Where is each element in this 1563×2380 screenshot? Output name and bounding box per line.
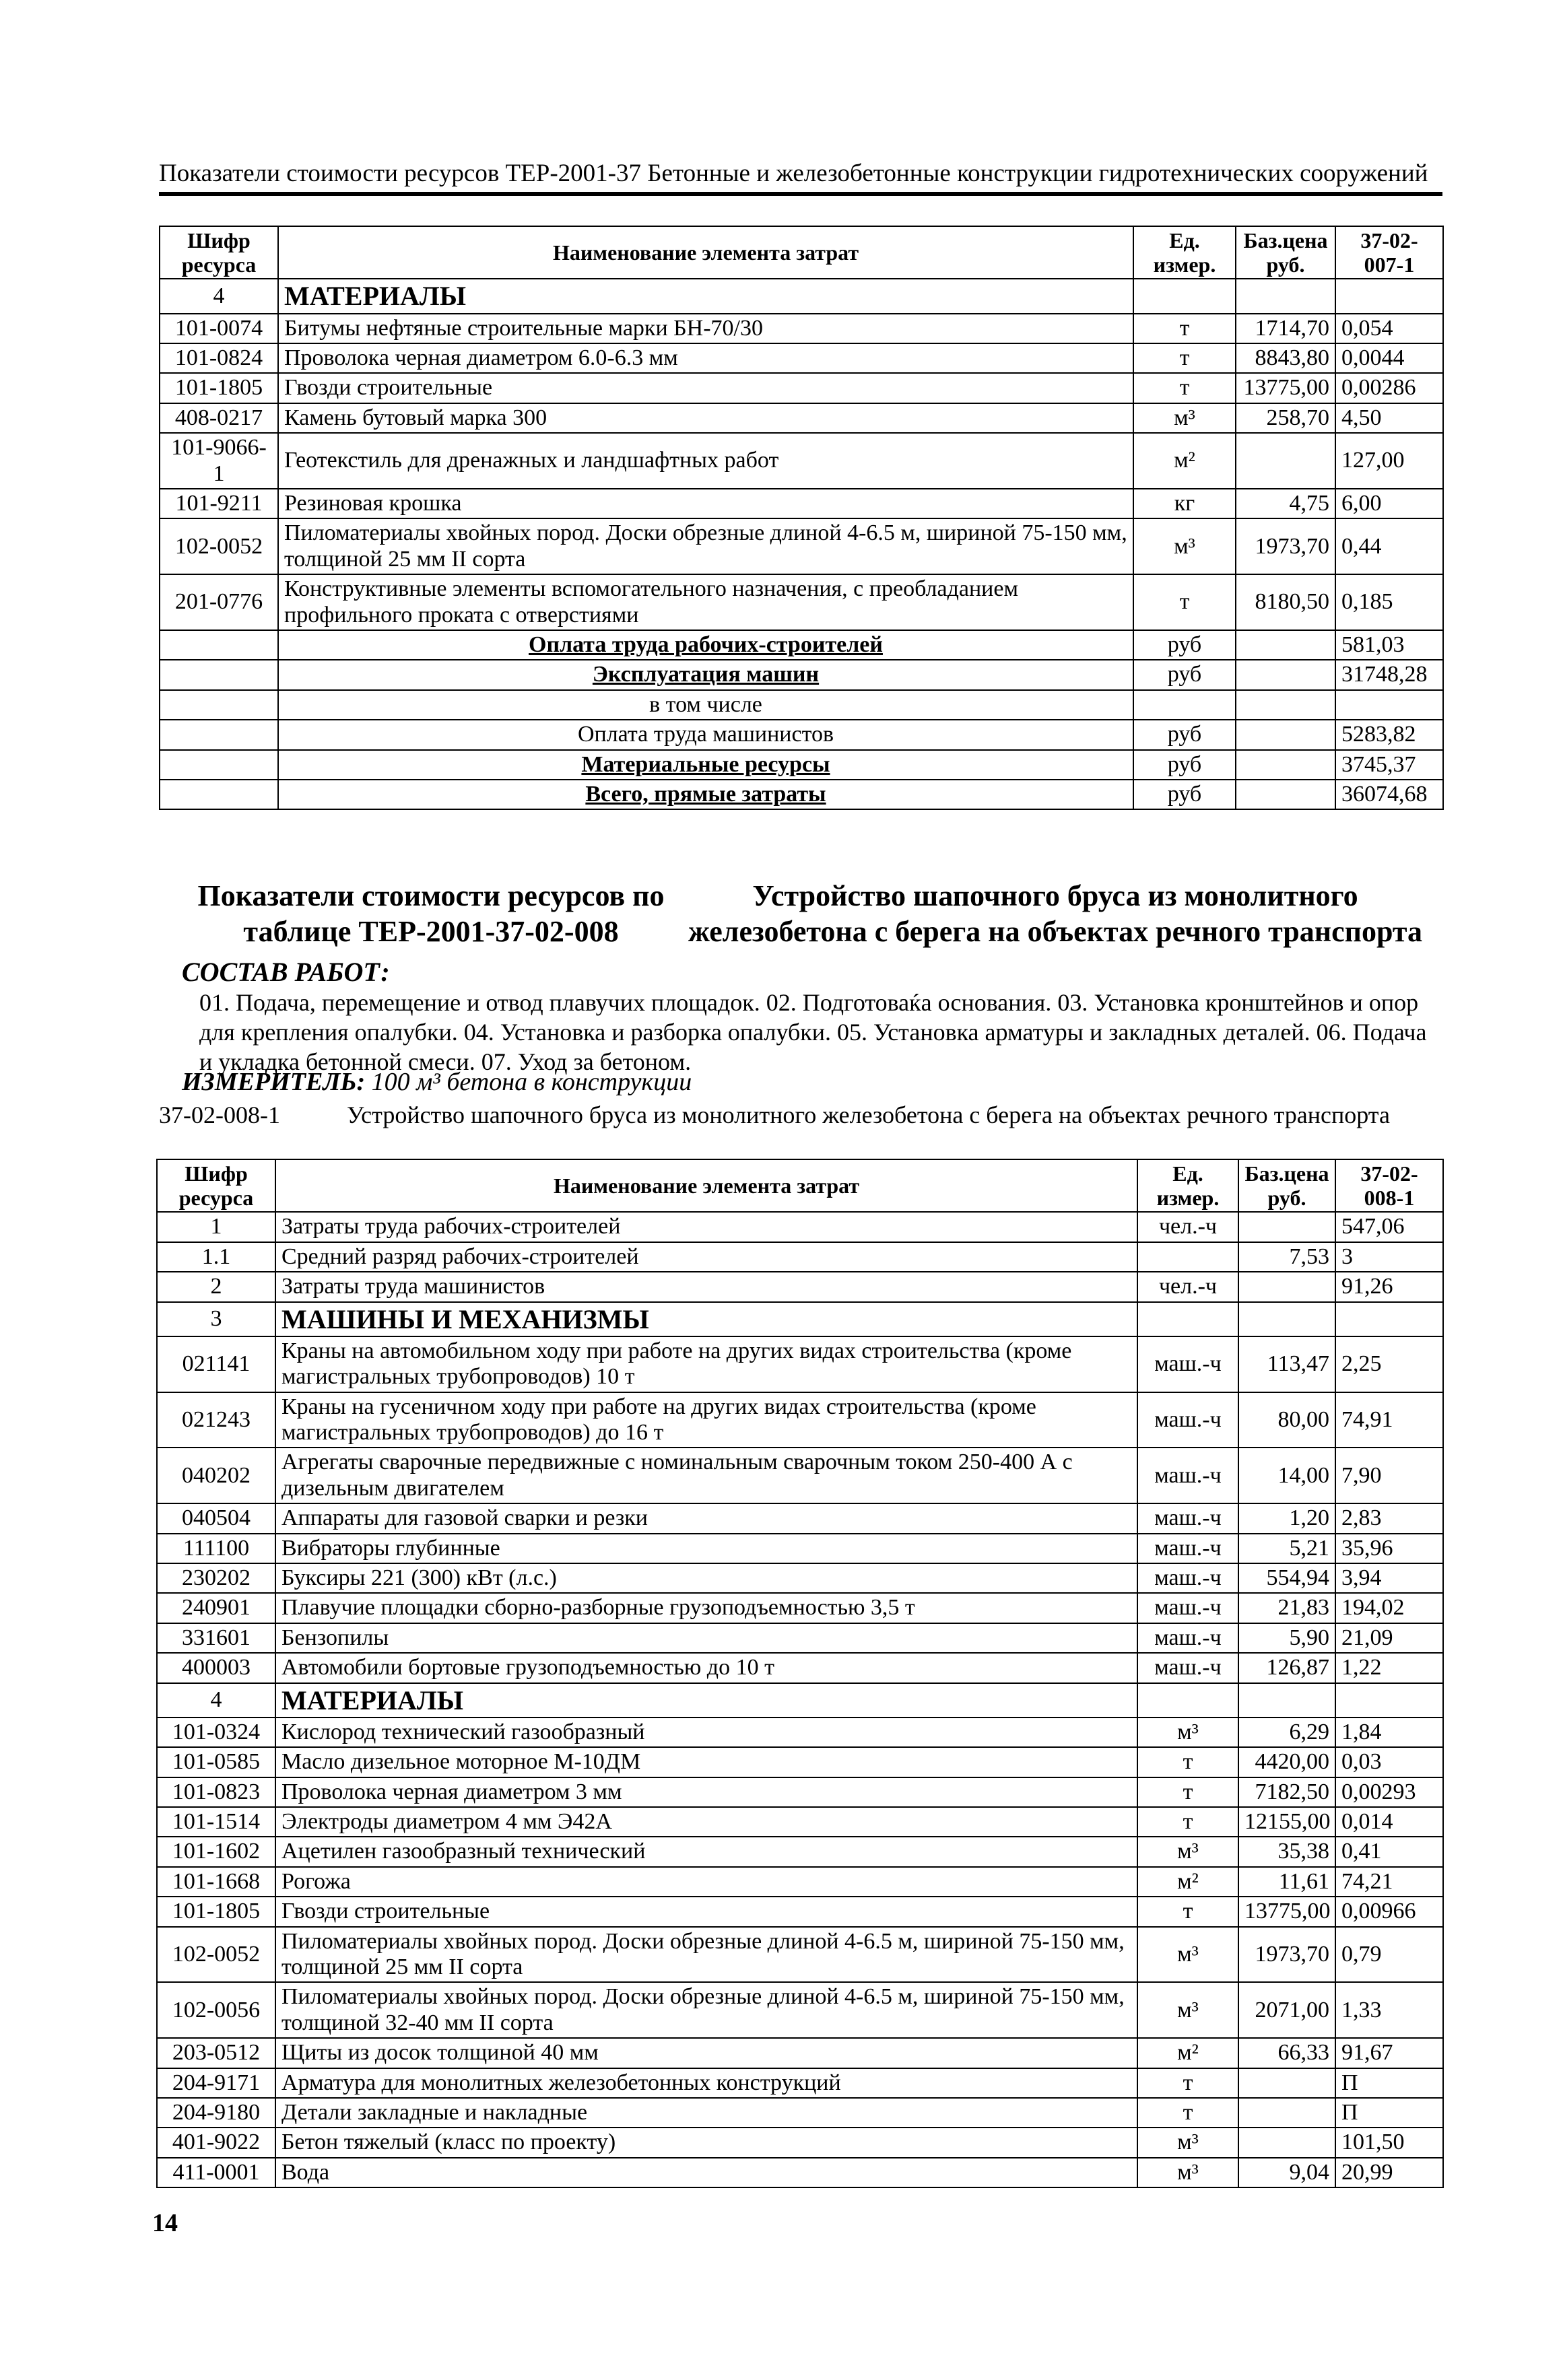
cell-code: 101-0324 [157, 1718, 275, 1747]
cell-name: в том числе [278, 690, 1133, 720]
cell-code: 101-9066-1 [160, 433, 278, 489]
cell-name: Пиломатериалы хвойных пород. Доски обрезные длиной 4-6.5 м, шириной 75-150 мм, толщиной 32-40 мм II сорта [275, 1982, 1137, 2038]
cell-unit [1137, 1302, 1238, 1336]
cell-unit: маш.-ч [1137, 1623, 1238, 1653]
cell-unit: м³ [1137, 2158, 1238, 2187]
cell-code: 401-9022 [157, 2128, 275, 2157]
cell-value: 547,06 [1335, 1212, 1443, 1242]
table-row [157, 1747, 1443, 1777]
cell-unit: т [1137, 1807, 1238, 1837]
izmeritel-value: 100 м³ бетона в конструкции [371, 1068, 692, 1096]
izmeritel-line [182, 1067, 692, 1097]
cell-name: Вибраторы глубинные [275, 1534, 1137, 1563]
cell-unit [1133, 279, 1236, 313]
cell-name: Оплата труда машинистов [278, 720, 1133, 749]
cell-unit: маш.-ч [1137, 1653, 1238, 1682]
cell-price: 113,47 [1238, 1336, 1335, 1392]
cell-price: 11,61 [1238, 1867, 1335, 1897]
cell-name: МАШИНЫ И МЕХАНИЗМЫ [275, 1302, 1137, 1336]
table-row [160, 403, 1443, 433]
table-row [157, 1272, 1443, 1301]
cell-value: 20,99 [1335, 2158, 1443, 2187]
cell-name: Гвозди строительные [278, 373, 1133, 403]
cell-value: 194,02 [1335, 1593, 1443, 1623]
cell-price [1238, 1302, 1335, 1336]
cell-price: 258,70 [1236, 403, 1335, 433]
col-value-header: 37-02-007-1 [1335, 226, 1443, 279]
table-row [157, 1212, 1443, 1242]
izmeritel-label: ИЗМЕРИТЕЛЬ: [182, 1068, 366, 1096]
cell-value: 74,91 [1335, 1392, 1443, 1448]
cell-price [1238, 1272, 1335, 1301]
cell-unit: маш.-ч [1137, 1534, 1238, 1563]
cell-unit: м³ [1133, 403, 1236, 433]
col-value-header: 37-02-008-1 [1335, 1159, 1443, 1212]
cell-code: 101-0824 [160, 343, 278, 373]
cell-price [1236, 690, 1335, 720]
cell-unit: маш.-ч [1137, 1448, 1238, 1503]
cell-name: Ацетилен газообразный технический [275, 1837, 1137, 1866]
cell-price: 80,00 [1238, 1392, 1335, 1448]
cell-value: П [1335, 2098, 1443, 2128]
cell-code: 101-1602 [157, 1837, 275, 1866]
cell-value: 5283,82 [1335, 720, 1443, 749]
cell-value: 3,94 [1335, 1563, 1443, 1593]
cell-code: 102-0052 [157, 1927, 275, 1983]
table-row [160, 574, 1443, 630]
cell-code [160, 750, 278, 780]
cell-value: 101,50 [1335, 2128, 1443, 2157]
table-row [157, 1982, 1443, 2038]
cell-code [160, 720, 278, 749]
cell-value: 0,00293 [1335, 1777, 1443, 1807]
cell-price: 8180,50 [1236, 574, 1335, 630]
cell-unit: руб [1133, 750, 1236, 780]
cell-price: 35,38 [1238, 1837, 1335, 1866]
table-row [157, 1593, 1443, 1623]
cell-value: 127,00 [1335, 433, 1443, 489]
cell-price [1236, 750, 1335, 780]
cell-code: 1.1 [157, 1242, 275, 1272]
cell-name: Затраты труда рабочих-строителей [275, 1212, 1137, 1242]
cell-value: 2,83 [1335, 1503, 1443, 1533]
cell-price: 14,00 [1238, 1448, 1335, 1503]
cell-price: 1714,70 [1236, 314, 1335, 343]
cell-name: Оплата труда рабочих-строителей [278, 630, 1133, 660]
cell-code: 4 [160, 279, 278, 313]
cell-name: Краны на гусеничном ходу при работе на других видах строительства (кроме магистральных трубопроводов) до 16 т [275, 1392, 1137, 1448]
cell-unit [1137, 1242, 1238, 1272]
table-row [157, 1897, 1443, 1926]
table-header-row [160, 226, 1443, 279]
cell-price: 66,33 [1238, 2038, 1335, 2068]
cell-value: 31748,28 [1335, 660, 1443, 689]
cell-price: 13775,00 [1238, 1897, 1335, 1926]
cell-name: Агрегаты сварочные передвижные с номинальным сварочным током 250-400 А с дизельным двигателем [275, 1448, 1137, 1503]
cell-name: Пиломатериалы хвойных пород. Доски обрезные длиной 4-6.5 м, шириной 75-150 мм, толщиной 25 мм II сорта [275, 1927, 1137, 1983]
page-header: Показатели стоимости ресурсов ТЕР-2001-37 Бетонные и железобетонные конструкции гидротехнических сооружений [159, 159, 1442, 196]
cell-price: 12155,00 [1238, 1807, 1335, 1837]
cell-value: 0,41 [1335, 1837, 1443, 1866]
cell-price [1238, 1683, 1335, 1718]
col-name-header: Наименование элемента затрат [278, 226, 1133, 279]
cell-name: Геотекстиль для дренажных и ландшафтных работ [278, 433, 1133, 489]
cell-price [1236, 630, 1335, 660]
cell-value: 0,00286 [1335, 373, 1443, 403]
sostav-label: СОСТАВ РАБОТ: [182, 957, 390, 987]
table-header-row [157, 1159, 1443, 1212]
table-row [160, 279, 1443, 313]
cell-name: Затраты труда машинистов [275, 1272, 1137, 1301]
cell-price: 554,94 [1238, 1563, 1335, 1593]
cell-code: 400003 [157, 1653, 275, 1682]
cell-price: 7,53 [1238, 1242, 1335, 1272]
table-body [160, 279, 1443, 809]
col-unit-header: Ед. измер. [1133, 226, 1236, 279]
section-title-right: Устройство шапочного бруса из монолитного железобетона с берега на объектах речного транспорта [688, 879, 1423, 948]
cell-unit: маш.-ч [1137, 1563, 1238, 1593]
cell-code: 111100 [157, 1534, 275, 1563]
cell-price: 4,75 [1236, 489, 1335, 518]
sostav-text: 01. Подача, перемещение и отвод плавучих площадок. 02. Подготоваќа основания. 03. Установка кронштейнов и опор для крепления опалубки. 04. Установка и разборка опалубки. 05. Установка арматуры и закладных деталей. 06. Подача и укладка бетонной смеси. 07. Уход за бетоном. [199, 989, 1427, 1075]
cell-code: 2 [157, 1272, 275, 1301]
table-row [157, 1448, 1443, 1503]
cell-unit: руб [1133, 630, 1236, 660]
cell-code: 101-1805 [160, 373, 278, 403]
cell-name: Вода [275, 2158, 1137, 2187]
cell-name: Бензопилы [275, 1623, 1137, 1653]
cell-unit: руб [1133, 660, 1236, 689]
cell-name: Электроды диаметром 4 мм Э42А [275, 1807, 1137, 1837]
cell-name: Рогожа [275, 1867, 1137, 1897]
cell-unit: т [1137, 1777, 1238, 1807]
cell-name: Плавучие площадки сборно-разборные грузоподъемностью 3,5 т [275, 1593, 1137, 1623]
cell-code: 204-9180 [157, 2098, 275, 2128]
page-number: 14 [152, 2209, 178, 2237]
cell-price [1238, 1212, 1335, 1242]
cell-name: Эксплуатация машин [278, 660, 1133, 689]
subtitle-code: 37-02-008-1 [159, 1101, 280, 1128]
cell-unit: м³ [1137, 2128, 1238, 2157]
table-row [157, 1563, 1443, 1593]
table-row [160, 660, 1443, 689]
cell-value: 35,96 [1335, 1534, 1443, 1563]
cell-value: 1,33 [1335, 1982, 1443, 2038]
cell-value [1335, 279, 1443, 313]
cell-unit: т [1137, 2068, 1238, 2098]
cell-price: 4420,00 [1238, 1747, 1335, 1777]
cell-value: 0,00966 [1335, 1897, 1443, 1926]
table-row [157, 1807, 1443, 1837]
table-row [157, 1503, 1443, 1533]
cell-value: 36074,68 [1335, 780, 1443, 809]
cell-code: 408-0217 [160, 403, 278, 433]
cell-price [1236, 433, 1335, 489]
cell-value [1335, 690, 1443, 720]
cell-price: 6,29 [1238, 1718, 1335, 1747]
cell-code: 101-0074 [160, 314, 278, 343]
table-row [157, 1242, 1443, 1272]
cell-value [1335, 1683, 1443, 1718]
cell-price: 1973,70 [1236, 518, 1335, 574]
cell-unit: маш.-ч [1137, 1336, 1238, 1392]
cell-unit: маш.-ч [1137, 1593, 1238, 1623]
cell-price: 5,21 [1238, 1534, 1335, 1563]
cell-code: 021141 [157, 1336, 275, 1392]
table-row [160, 780, 1443, 809]
table-row [160, 314, 1443, 343]
table-row [157, 1336, 1443, 1392]
cell-name: Проволока черная диаметром 3 мм [275, 1777, 1137, 1807]
cell-price: 5,90 [1238, 1623, 1335, 1653]
cell-value: 6,00 [1335, 489, 1443, 518]
cell-name: Резиновая крошка [278, 489, 1133, 518]
col-unit-header: Ед. измер. [1137, 1159, 1238, 1212]
cell-code: 331601 [157, 1623, 275, 1653]
cell-name: Проволока черная диаметром 6.0-6.3 мм [278, 343, 1133, 373]
cell-unit: т [1133, 343, 1236, 373]
table-row [160, 343, 1443, 373]
cell-code: 4 [157, 1683, 275, 1718]
cell-value: 7,90 [1335, 1448, 1443, 1503]
table-row [160, 720, 1443, 749]
table-row [157, 2068, 1443, 2098]
cell-unit: м³ [1137, 1718, 1238, 1747]
table-row [160, 433, 1443, 489]
table-row [160, 750, 1443, 780]
cell-code: 101-1805 [157, 1897, 275, 1926]
table-row [157, 1392, 1443, 1448]
cell-name: Средний разряд рабочих-строителей [275, 1242, 1137, 1272]
table-row [160, 630, 1443, 660]
table-row [157, 1534, 1443, 1563]
table-row [157, 1302, 1443, 1336]
section-title-left: Показатели стоимости ресурсов по таблице ТЕР-2001-37-02-008 [197, 879, 665, 948]
table-row [157, 1718, 1443, 1747]
cell-unit: маш.-ч [1137, 1392, 1238, 1448]
cell-price [1236, 720, 1335, 749]
cell-code: 101-0823 [157, 1777, 275, 1807]
cell-price: 21,83 [1238, 1593, 1335, 1623]
cell-value: 0,0044 [1335, 343, 1443, 373]
cell-name: Масло дизельное моторное М-10ДМ [275, 1747, 1137, 1777]
resource-table-008 [156, 1159, 1444, 2188]
table-row [157, 1653, 1443, 1682]
cell-price: 2071,00 [1238, 1982, 1335, 2038]
cell-code [160, 780, 278, 809]
cell-value: 3 [1335, 1242, 1443, 1272]
cell-code: 101-1514 [157, 1807, 275, 1837]
col-code-header: Шифр ресурса [160, 226, 278, 279]
table-row [157, 2038, 1443, 2068]
col-name-header: Наименование элемента затрат [275, 1159, 1137, 1212]
cell-name: Аппараты для газовой сварки и резки [275, 1503, 1137, 1533]
col-price-header: Баз.цена руб. [1238, 1159, 1335, 1212]
cell-value: 1,22 [1335, 1653, 1443, 1682]
table-row [157, 2158, 1443, 2187]
cell-name: Битумы нефтяные строительные марки БН-70/30 [278, 314, 1133, 343]
cell-value: 1,84 [1335, 1718, 1443, 1747]
cell-unit: т [1133, 373, 1236, 403]
cell-code: 021243 [157, 1392, 275, 1448]
cell-code [160, 660, 278, 689]
cell-value: 0,79 [1335, 1927, 1443, 1983]
table-row [157, 1867, 1443, 1897]
table-row [157, 1927, 1443, 1983]
cell-code [160, 630, 278, 660]
cell-code: 102-0056 [157, 1982, 275, 2038]
cell-value: 21,09 [1335, 1623, 1443, 1653]
cell-price: 8843,80 [1236, 343, 1335, 373]
cell-name: Пиломатериалы хвойных пород. Доски обрезные длиной 4-6.5 м, шириной 75-150 мм, толщиной 25 мм II сорта [278, 518, 1133, 574]
cell-value: 4,50 [1335, 403, 1443, 433]
cell-price: 9,04 [1238, 2158, 1335, 2187]
cell-name: Камень бутовый марка 300 [278, 403, 1133, 433]
cell-code: 1 [157, 1212, 275, 1242]
col-price-header: Баз.цена руб. [1236, 226, 1335, 279]
cell-unit: м³ [1137, 1927, 1238, 1983]
cell-code: 204-9171 [157, 2068, 275, 2098]
cell-code: 3 [157, 1302, 275, 1336]
cell-value: 2,25 [1335, 1336, 1443, 1392]
cell-price [1238, 2098, 1335, 2128]
cell-value: 0,44 [1335, 518, 1443, 574]
table-row [160, 690, 1443, 720]
cell-unit: чел.-ч [1137, 1212, 1238, 1242]
cell-name: Детали закладные и накладные [275, 2098, 1137, 2128]
cell-price [1236, 780, 1335, 809]
cell-unit: руб [1133, 780, 1236, 809]
cell-unit [1133, 690, 1236, 720]
cell-value: П [1335, 2068, 1443, 2098]
cell-price [1236, 660, 1335, 689]
cell-price: 13775,00 [1236, 373, 1335, 403]
cell-unit: кг [1133, 489, 1236, 518]
cell-unit: т [1133, 574, 1236, 630]
table-row [157, 1777, 1443, 1807]
cell-name: Буксиры 221 (300) кВт (л.с.) [275, 1563, 1137, 1593]
cell-unit: руб [1133, 720, 1236, 749]
cell-price: 1973,70 [1238, 1927, 1335, 1983]
col-code-header: Шифр ресурса [157, 1159, 275, 1212]
cell-name: Гвозди строительные [275, 1897, 1137, 1926]
cell-value: 91,26 [1335, 1272, 1443, 1301]
cell-code [160, 690, 278, 720]
table-body [157, 1212, 1443, 2187]
cell-value: 0,185 [1335, 574, 1443, 630]
cell-name: Щиты из досок толщиной 40 мм [275, 2038, 1137, 2068]
cell-unit: маш.-ч [1137, 1503, 1238, 1533]
cell-code: 040504 [157, 1503, 275, 1533]
cell-code: 201-0776 [160, 574, 278, 630]
cell-unit: м³ [1137, 1982, 1238, 2038]
cell-code: 230202 [157, 1563, 275, 1593]
cell-code: 102-0052 [160, 518, 278, 574]
cell-name: Всего, прямые затраты [278, 780, 1133, 809]
cell-price [1238, 2128, 1335, 2157]
table-row [157, 1683, 1443, 1718]
cell-price: 7182,50 [1238, 1777, 1335, 1807]
cell-name: Краны на автомобильном ходу при работе на других видах строительства (кроме магистральных трубопроводов) 10 т [275, 1336, 1137, 1392]
cell-code: 203-0512 [157, 2038, 275, 2068]
table-row [157, 1837, 1443, 1866]
cell-unit: м² [1137, 2038, 1238, 2068]
cell-unit: чел.-ч [1137, 1272, 1238, 1301]
cell-price: 1,20 [1238, 1503, 1335, 1533]
table-row [157, 1623, 1443, 1653]
cell-unit: м³ [1133, 518, 1236, 574]
cell-value: 0,03 [1335, 1747, 1443, 1777]
cell-unit [1137, 1683, 1238, 1718]
cell-value: 0,014 [1335, 1807, 1443, 1837]
cell-code: 411-0001 [157, 2158, 275, 2187]
table-row [157, 2098, 1443, 2128]
table-row [160, 489, 1443, 518]
cell-name: Кислород технический газообразный [275, 1718, 1137, 1747]
cell-name: МАТЕРИАЛЫ [278, 279, 1133, 313]
cell-name: Материальные ресурсы [278, 750, 1133, 780]
cell-name: Автомобили бортовые грузоподъемностью до 10 т [275, 1653, 1137, 1682]
cell-value: 91,67 [1335, 2038, 1443, 2068]
cell-value: 581,03 [1335, 630, 1443, 660]
cell-value [1335, 1302, 1443, 1336]
cell-code: 101-0585 [157, 1747, 275, 1777]
cell-code: 101-9211 [160, 489, 278, 518]
cell-value: 0,054 [1335, 314, 1443, 343]
cell-name: Конструктивные элементы вспомогательного назначения, с преобладанием профильного проката с отверстиями [278, 574, 1133, 630]
table-row [157, 2128, 1443, 2157]
cell-price: 126,87 [1238, 1653, 1335, 1682]
cell-name: Бетон тяжелый (класс по проекту) [275, 2128, 1137, 2157]
cell-unit: м² [1137, 1867, 1238, 1897]
subtitle-text: Устройство шапочного бруса из монолитного железобетона с берега на объектах речного транспорта [347, 1101, 1390, 1128]
cell-code: 240901 [157, 1593, 275, 1623]
resource-table-007 [159, 226, 1444, 810]
cell-name: МАТЕРИАЛЫ [275, 1683, 1137, 1718]
cell-value: 74,21 [1335, 1867, 1443, 1897]
cell-price [1238, 2068, 1335, 2098]
cell-unit: т [1133, 314, 1236, 343]
cell-code: 101-1668 [157, 1867, 275, 1897]
cell-price [1236, 279, 1335, 313]
cell-code: 040202 [157, 1448, 275, 1503]
cell-name: Арматура для монолитных железобетонных конструкций [275, 2068, 1137, 2098]
table-row [160, 373, 1443, 403]
table-subtitle [159, 1101, 1445, 1129]
cell-unit: т [1137, 1897, 1238, 1926]
table-row [160, 518, 1443, 574]
cell-unit: т [1137, 2098, 1238, 2128]
cell-unit: м³ [1137, 1837, 1238, 1866]
cell-unit: т [1137, 1747, 1238, 1777]
cell-value: 3745,37 [1335, 750, 1443, 780]
cell-unit: м² [1133, 433, 1236, 489]
